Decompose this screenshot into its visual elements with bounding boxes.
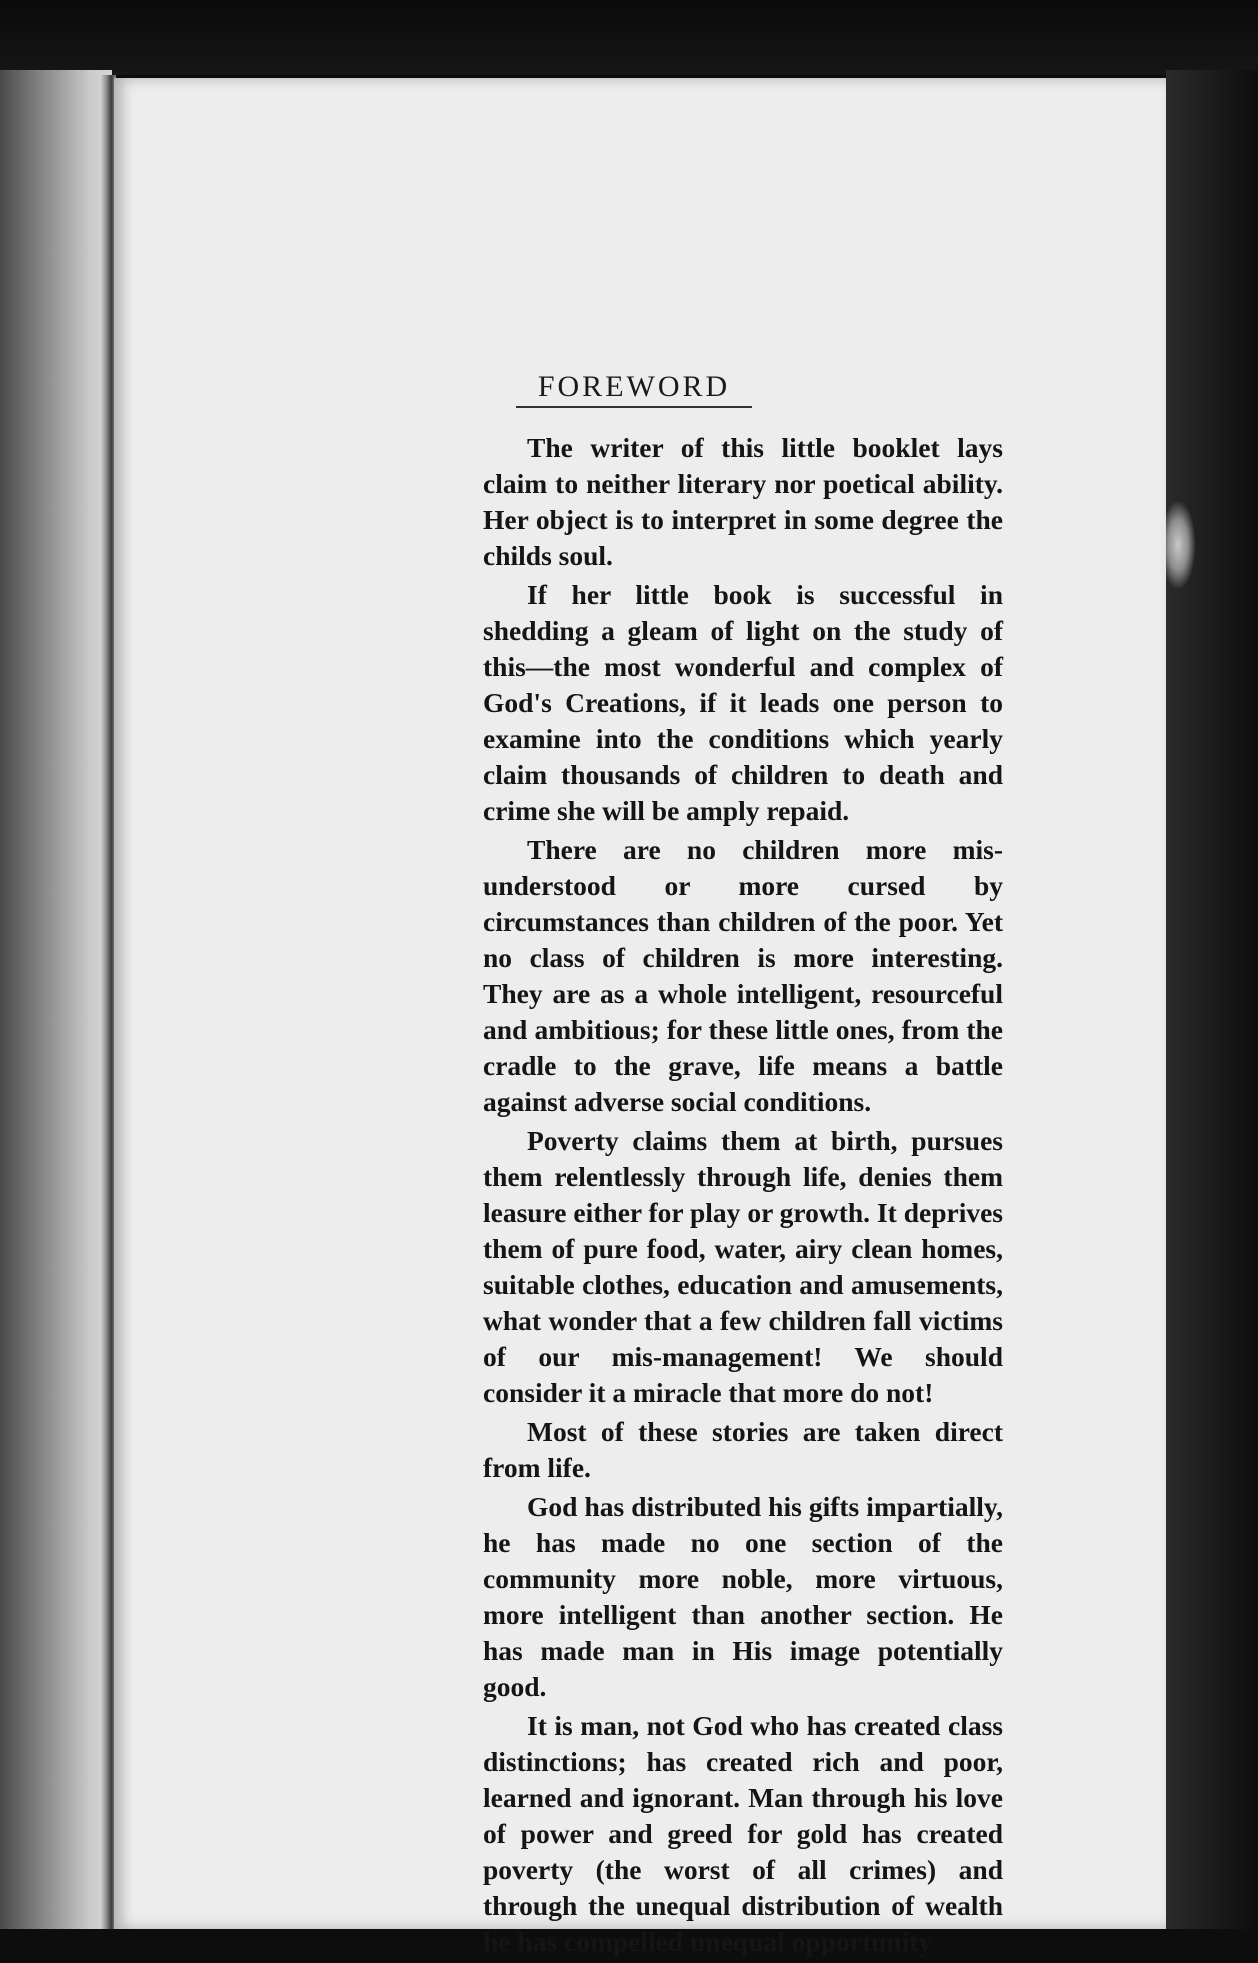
page-heading: FOREWORD (516, 370, 752, 408)
paragraph: It is man, not God who has created class distinctions; has created rich and poor, learned and ignorant. Man through his love of power and greed for gold has created poverty (the worst of all crimes) and through the unequal distribution of wealth he has compelled unequal opportunity (483, 1710, 1003, 1957)
scan-border-top (0, 0, 1258, 75)
left-page-edge (0, 70, 112, 1929)
paragraph: God has distributed his gifts impartially, he has made no one section of the community more noble, more virtuous, more intelligent than another section. He has made man in His image potentially good. (483, 1491, 1003, 1702)
right-scan-shadow (1166, 70, 1258, 1929)
right-edge-marks (1166, 500, 1196, 590)
paragraph: Most of these stories are taken direct from life. (483, 1416, 1003, 1483)
foreword-body (483, 430, 1003, 1963)
paragraph: If her little book is successful in shedding a gleam of light on the study of this—the most wonderful and complex of God's Creations, if it leads one person to examine into the conditions which yearly claim thousands of children to death and crime she will be amply repaid. (483, 579, 1003, 826)
paragraph: Poverty claims them at birth, pursues them relentlessly through life, denies them leasure either for play or growth. It deprives them of pure food, water, airy clean homes, suitable clothes, education and amusements, what wonder that a few children fall victims of our mis-management! We should consider it a miracle that more do not! (483, 1125, 1003, 1408)
paragraph: The writer of this little booklet lays claim to neither literary nor poetical ability. Her object is to interpret in some degree the childs soul. (483, 432, 1003, 571)
paragraph: There are no children more mis-understood or more cursed by circumstances than children of the poor. Yet no class of children is more interesting. They are as a whole intelligent, resourceful and ambitious; for these little ones, from the cradle to the grave, life means a battle against adverse social conditions. (483, 834, 1003, 1117)
